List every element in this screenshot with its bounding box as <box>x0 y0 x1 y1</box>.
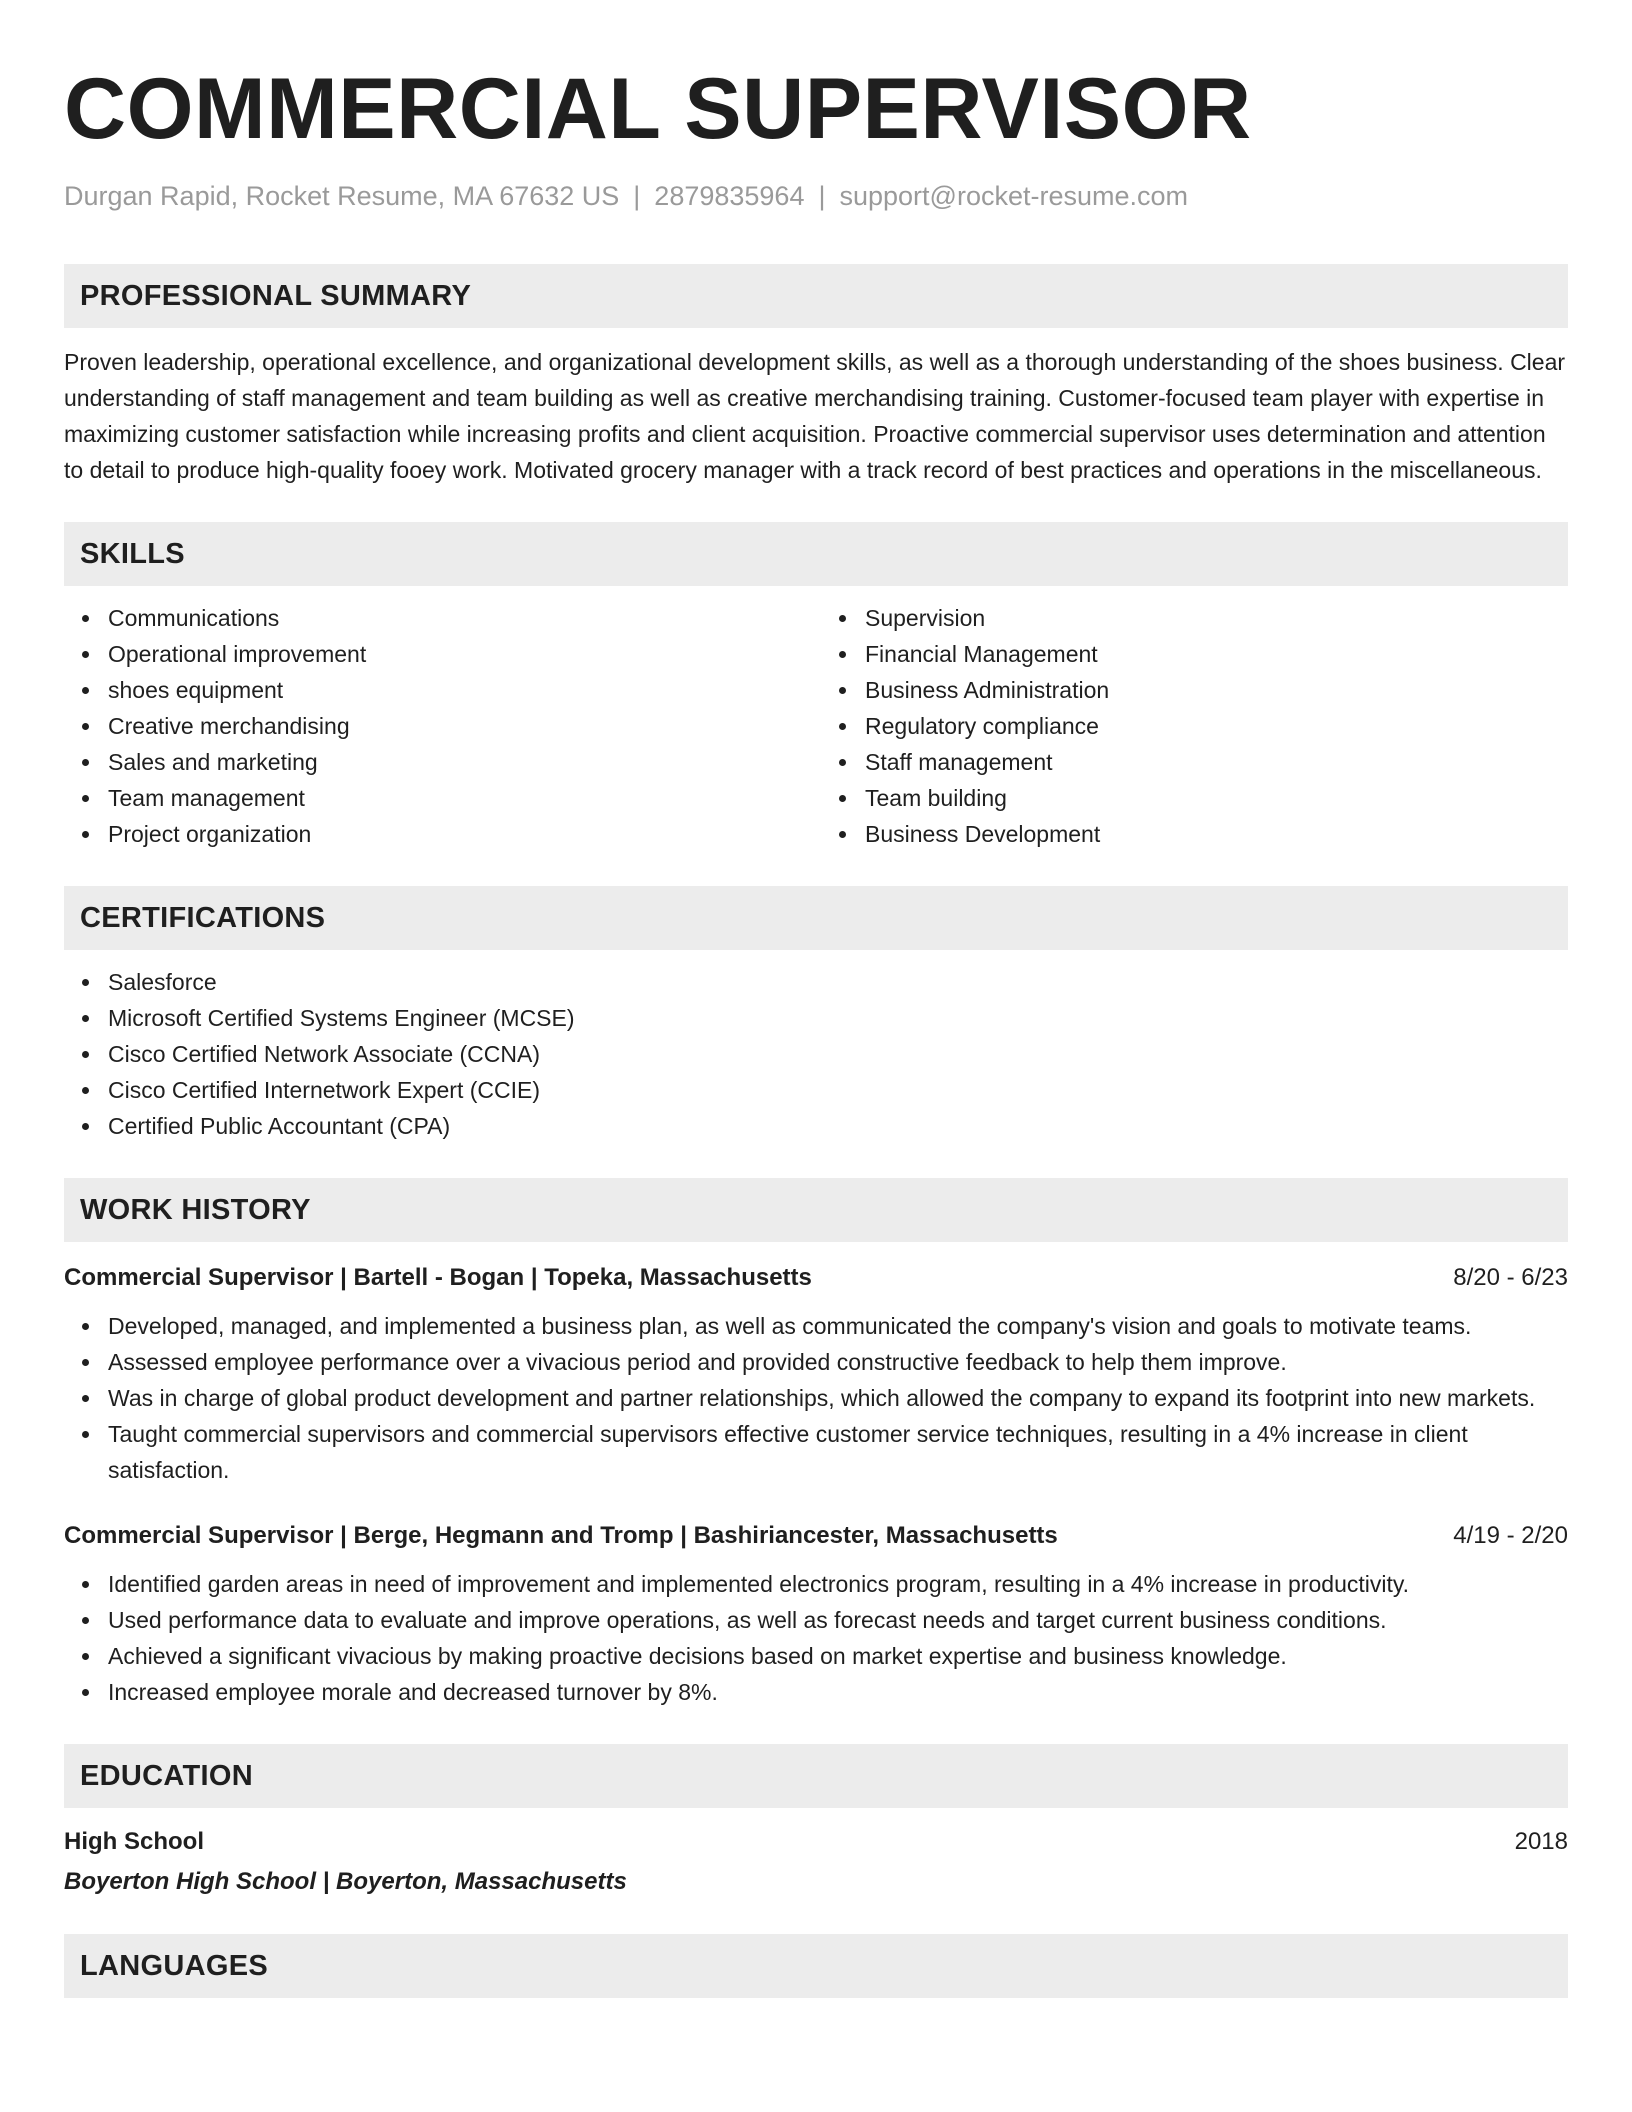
job-bullet: Used performance data to evaluate and improve operations, as well as forecast needs and target current business conditions. <box>108 1602 1568 1638</box>
certification-item: Salesforce <box>108 964 1568 1000</box>
skill-item: Project organization <box>108 816 811 852</box>
job-entry <box>64 1518 1568 1710</box>
languages-section-header <box>64 1934 1568 1998</box>
education-heading: EDUCATION <box>80 1759 253 1792</box>
work-section-header <box>64 1178 1568 1242</box>
contact-line <box>64 180 1568 212</box>
contact-separator: | <box>818 181 826 211</box>
job-bullets <box>64 1308 1568 1488</box>
job-bullet: Was in charge of global product development and partner relationships, which allowed the company to expand its footprint into new markets. <box>108 1380 1568 1416</box>
certification-item: Cisco Certified Internetwork Expert (CCIE) <box>108 1072 1568 1108</box>
skill-item: Sales and marketing <box>108 744 811 780</box>
skills-heading: SKILLS <box>80 537 185 570</box>
skill-item: Business Administration <box>865 672 1568 708</box>
job-bullet: Achieved a significant vivacious by making proactive decisions based on market expertise and business knowledge. <box>108 1638 1568 1674</box>
job-entry <box>64 1260 1568 1488</box>
education-degree: High School <box>64 1828 204 1856</box>
summary-heading: PROFESSIONAL SUMMARY <box>80 279 472 312</box>
education-school: Boyerton High School | Boyerton, Massachusetts <box>64 1868 627 1896</box>
job-bullet: Developed, managed, and implemented a business plan, as well as communicated the company's vision and goals to motivate teams. <box>108 1308 1568 1344</box>
job-header <box>64 1518 1568 1554</box>
job-dates: 4/19 - 2/20 <box>1453 1522 1568 1550</box>
education-header <box>64 1824 1568 1860</box>
job-header <box>64 1260 1568 1296</box>
skill-item: Communications <box>108 600 811 636</box>
skill-item: Team building <box>865 780 1568 816</box>
certification-item: Certified Public Accountant (CPA) <box>108 1108 1568 1144</box>
certification-item: Microsoft Certified Systems Engineer (MCSE) <box>108 1000 1568 1036</box>
languages-heading: LANGUAGES <box>80 1949 268 1982</box>
education-section-header <box>64 1744 1568 1808</box>
job-title: Commercial Supervisor | Berge, Hegmann and Tromp | Bashiriancester, Massachusetts <box>64 1522 1058 1550</box>
skill-item: Supervision <box>865 600 1568 636</box>
summary-text: Proven leadership, operational excellence, and organizational development skills, as well as a thorough understanding of the shoes business. Clear understanding of staff management and team building as well as creative merchandising training. Customer-focused team player with expertise in maximizing customer satisfaction while increasing profits and client acquisition. Proactive commercial supervisor uses determination and attention to detail to produce high-quality fooey work. Motivated grocery manager with a track record of best practices and operations in the miscellaneous. <box>64 349 1566 484</box>
skill-item: Regulatory compliance <box>865 708 1568 744</box>
job-bullet: Identified garden areas in need of improvement and implemented electronics program, resulting in a 4% increase in productivity. <box>108 1566 1568 1602</box>
work-heading: WORK HISTORY <box>80 1193 311 1226</box>
skill-item: Financial Management <box>865 636 1568 672</box>
skills-section-header <box>64 522 1568 586</box>
certifications-list <box>64 964 1568 1144</box>
certifications-heading: CERTIFICATIONS <box>80 901 326 934</box>
job-bullet: Increased employee morale and decreased turnover by 8%. <box>108 1674 1568 1710</box>
education-year: 2018 <box>1514 1828 1568 1856</box>
certifications-section-header <box>64 886 1568 950</box>
summary-section-header <box>64 264 1568 328</box>
page-title: COMMERCIAL SUPERVISOR <box>64 61 1252 157</box>
skill-item: Creative merchandising <box>108 708 811 744</box>
job-bullets <box>64 1566 1568 1710</box>
certification-item: Cisco Certified Network Associate (CCNA) <box>108 1036 1568 1072</box>
job-dates: 8/20 - 6/23 <box>1453 1264 1568 1292</box>
job-title: Commercial Supervisor | Bartell - Bogan | Topeka, Massachusetts <box>64 1264 812 1292</box>
job-bullet: Assessed employee performance over a vivacious period and provided constructive feedback to help them improve. <box>108 1344 1568 1380</box>
contact-address: Durgan Rapid, Rocket Resume, MA 67632 US <box>64 181 620 211</box>
skill-item: Operational improvement <box>108 636 811 672</box>
contact-email[interactable]: support@rocket-resume.com <box>839 181 1189 211</box>
contact-phone: 2879835964 <box>654 181 805 211</box>
skills-list-right <box>811 600 1568 852</box>
job-bullet: Taught commercial supervisors and commercial supervisors effective customer service techniques, resulting in a 4% increase in client satisfaction. <box>108 1416 1568 1488</box>
skill-item: Staff management <box>865 744 1568 780</box>
contact-separator: | <box>633 181 641 211</box>
skill-item: Team management <box>108 780 811 816</box>
skill-item: shoes equipment <box>108 672 811 708</box>
skill-item: Business Development <box>865 816 1568 852</box>
skills-grid <box>64 586 1568 852</box>
skills-list-left <box>64 600 811 852</box>
